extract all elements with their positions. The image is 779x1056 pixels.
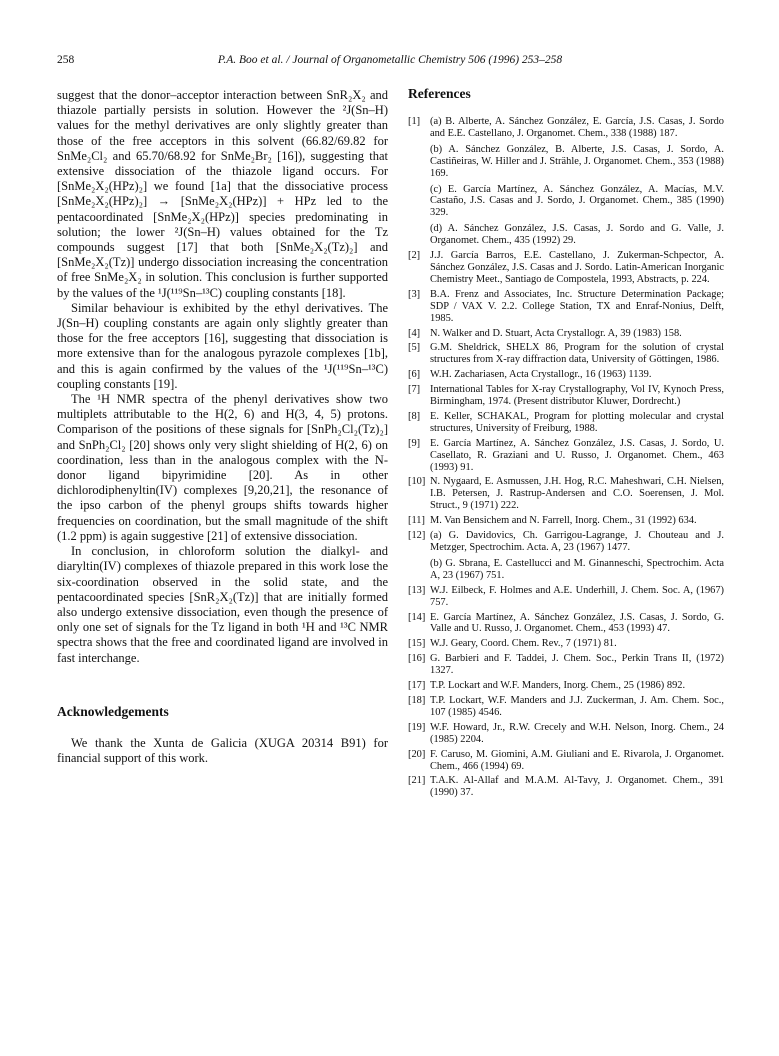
reference-number: [11] [408,515,425,527]
reference-number: [9] [408,437,421,449]
reference-text [430,438,724,474]
reference-part: (b) G. Sbrana, E. Castellucci and M. Ginanneschi, Spectrochim. Acta A, 23 (1967) 751. [430,557,724,581]
reference-text [430,612,724,636]
page-number: 258 [57,54,75,66]
reference-part: (a) B. Alberte, A. Sánchez González, E. García, J.S. Casas, J. Sordo and E.E. Castellano, J. Organomet. Chem., 338 (1988) 187. [430,116,724,139]
paragraph: Similar behaviour is exhibited by the ethyl derivatives. The J(Sn–H) coupling constants are again only slightly greater than those for the free acceptors [16], suggesting that dissociation is more extensive than for the analogous pyrazole complexes [1b], and this is again confirmed by the values of the ¹J(¹¹⁹Sn–¹³C) coupling constants [19]. [57,300,388,391]
reference-number: [7] [408,384,421,396]
reference-item [408,722,724,746]
reference-item [408,775,724,799]
reference-part: T.P. Lockart and W.F. Manders, Inorg. Chem., 25 (1986) 892. [430,680,686,692]
acknowledgements-heading: Acknowledgements [57,703,169,719]
reference-part: T.P. Lockart, W.F. Manders and J.J. Zuckerman, J. Am. Chem. Soc., 107 (1985) 4546. [430,694,724,718]
reference-text [430,585,724,609]
reference-part: E. Keller, SCHAKAL, Program for plotting molecular and crystal structures, University of Freiburg, 1988. [430,410,724,434]
reference-part: J.J. García Barros, E.E. Castellano, J. Zukerman-Schpector, A. Sánchez González, J.S. Casas and J. Sordo. Latin-American Inorganic Chemistry Meet., Santiago de Compostela, 1993, Abstracts, p. 224. [430,250,724,285]
reference-item [408,612,724,636]
reference-part: W.J. Geary, Coord. Chem. Rev., 7 (1971) 81. [430,638,617,650]
reference-number: [19] [408,721,426,733]
reference-text [430,530,724,582]
reference-number: [14] [408,611,426,623]
reference-number: [8] [408,410,421,422]
reference-part: F. Caruso, M. Giomini, A.M. Giuliani and E. Rivarola, J. Organomet. Chem., 466 (1994) 69. [430,748,724,772]
reference-number: [12] [408,530,426,542]
reference-number: [2] [408,250,421,262]
reference-part: B.A. Frenz and Associates, Inc. Structure Determination Package; SDP / VAX V. 2.2. College Station, TX and Enraf-Nonius, Delft, 1985. [430,288,724,324]
reference-text [430,369,724,381]
reference-number: [21] [408,775,426,787]
reference-part: (c) E. García Martínez, A. Sánchez González, A. Macías, M.V. Castaño, J.S. Casas and J. Sordo, J. Organomet. Chem., 385 (1990) 329. [430,183,724,219]
reference-text [430,384,724,408]
reference-text [430,289,724,325]
reference-number: [18] [408,694,426,706]
references-heading: References [408,86,471,101]
reference-text [430,680,724,692]
reference-part: International Tables for X-ray Crystallography, Vol IV, Kynoch Press, Birmingham, 1974. (Present distributor Kluwer, Dordrecht.) [430,384,724,408]
reference-item [408,695,724,719]
reference-number: [17] [408,680,426,692]
reference-text [430,638,724,650]
reference-item [408,384,724,408]
reference-text [430,411,724,435]
reference-text [430,476,724,512]
reference-number: [6] [408,369,421,381]
paragraph: The ¹H NMR spectra of the phenyl derivatives show two multiplets attributable to the H(2, 6) and H(3, 4, 5) protons. Comparison of the positions of these signals for [SnPh₂Cl₂(Tz)₂] and SnPh₂Cl₂ [20] shows only very slight shielding of H(2, 6) on coordination, less than in the analogous complex with the N-donor ligand bipyrimidine [20]. As in other dichlorodiphenyltin(IV) complexes [9,20,21], the resonance of the ipso carbon of the phenyl groups shifts towards higher frequencies on coordination, but the small magnitude of the shift (1.2 ppm) is again suggestive [21] of extensive dissociation. [57,392,388,543]
reference-text [430,653,724,677]
reference-text [430,695,724,719]
reference-number: [16] [408,653,426,665]
reference-part: T.A.K. Al-Allaf and M.A.M. Al-Tavy, J. Organomet. Chem., 391 (1990) 37. [430,775,724,799]
reference-item [408,680,724,692]
reference-item [408,515,724,527]
reference-number: [20] [408,748,426,760]
reference-part: (b) A. Sánchez González, B. Alberte, J.S. Casas, J. Sordo, A. Castiñeiras, W. Hiller and J. Strähle, J. Organomet. Chem., 353 (1988) 169. [430,143,724,179]
reference-text [430,328,724,340]
reference-item [408,653,724,677]
reference-part: G. Barbieri and F. Taddei, J. Chem. Soc., Perkin Trans II, (1972) 1327. [430,653,724,677]
reference-text [430,342,724,366]
paragraph: In conclusion, in chloroform solution the dialkyl- and diaryltin(IV) complexes of thiazole prepared in this work lose the six-coordination observed in the solid state, and the pentacoordinated species [SnR₂X₂(Tz)] that are initially formed also undergo extensive dissociation, even though the presence of only one set of signals for the Tz ligand in both ¹H and ¹³C NMR spectra shows that the free and coordinated ligand are involved in fast interchange. [57,544,388,665]
reference-text [430,775,724,799]
reference-item [408,116,724,247]
acknowledgements-text [57,736,388,766]
reference-item [408,476,724,512]
reference-item [408,530,724,582]
reference-number: [13] [408,584,426,596]
reference-text [430,250,724,286]
reference-part: G.M. Sheldrick, SHELX 86, Program for the solution of crystal structures from X-ray diffraction data, University of Göttingen, 1986. [430,342,724,366]
reference-part: N. Nygaard, E. Asmussen, J.H. Hog, R.C. Maheshwari, C.H. Nielsen, I.B. Petersen, J. Rastrup-Andersen and C.O. Soerensen, J. Mol. Struct., 9 (1971) 222. [430,476,724,512]
body-text [57,88,388,666]
reference-item [408,585,724,609]
reference-number: [5] [408,342,421,354]
reference-part: E. García Martínez, A. Sánchez González, J.S. Casas, J. Sordo, G. Valle and U. Russo, J. Organomet. Chem., 453 (1993) 47. [430,611,724,635]
reference-part: M. Van Bensichem and N. Farrell, Inorg. Chem., 31 (1992) 634. [430,515,697,527]
reference-item [408,438,724,474]
reference-part: E. García Martínez, A. Sánchez González, J.S. Casas, J. Sordo, U. Casellato, R. Graziani and U. Russo, J. Organomet. Chem., 463 (1993) 91. [430,437,724,473]
running-title: P.A. Boo et al. / Journal of Organometallic Chemistry 506 (1996) 253–258 [217,54,563,66]
reference-text [430,722,724,746]
reference-number: [15] [408,638,426,650]
reference-item [408,250,724,286]
reference-text [430,749,724,773]
reference-item [408,638,724,650]
left-column [57,88,388,766]
reference-number: [10] [408,476,426,488]
reference-text [430,515,724,527]
reference-part: N. Walker and D. Stuart, Acta Crystallogr. A, 39 (1983) 158. [430,327,682,339]
right-column [408,88,724,802]
reference-part: (d) A. Sánchez González, J.S. Casas, J. Sordo and G. Valle, J. Organomet. Chem., 435 (1992) 29. [430,223,724,247]
reference-part: (a) G. Davidovics, Ch. Garrigou-Lagrange, J. Chouteau and J. Metzger, Spectrochim. Acta. A, 23 (1967) 1477. [430,530,724,553]
reference-number: [3] [408,288,421,300]
reference-part: W.J. Eilbeck, F. Holmes and A.E. Underhill, J. Chem. Soc. A, (1967) 757. [430,584,724,608]
reference-item [408,411,724,435]
reference-part: W.F. Howard, Jr., R.W. Crecely and W.H. Nelson, Inorg. Chem., 24 (1985) 2204. [430,721,724,745]
reference-item [408,342,724,366]
reference-part: W.H. Zachariasen, Acta Crystallogr., 16 (1963) 1139. [430,369,652,381]
reference-item [408,289,724,325]
reference-item [408,369,724,381]
reference-number: [4] [408,327,421,339]
paragraph: suggest that the donor–acceptor interaction between SnR₂X₂ and thiazole partially persists in solution. However the ²J(Sn–H) values for the methyl derivatives are only slightly greater than those of the free acceptors in this solvent (66.82/69.82 for SnMe₂Cl₂ and 65.70/68.92 for SnMe₂Br₂ [16]), suggesting that extensive dissociation of the thiazole ligand occurs. For [SnMe₂X₂(HPz)₂] we found [1a] that the dissociative process [SnMe₂X₂(HPz)₂] → [SnMe₂X₂(HPz)] + HPz led to the pentacoordinated [SnMe₂X₂(HPz)] species predominating in solution; the lower ²J(Sn–H) values obtained for the Tz compounds suggest [17] that both [SnMe₂X₂(Tz)₂] and [SnMe₂X₂(Tz)] undergo dissociation increasing the concentration of free SnMe₂X₂ in solution. This conclusion is further supported by the values of the ¹J(¹¹⁹Sn–¹³C) coupling constants [18]. [57,88,388,300]
reference-list [408,116,724,799]
page-header [57,54,723,70]
paragraph: We thank the Xunta de Galicia (XUGA 20314 B91) for financial support of this work. [57,735,388,765]
reference-number: [1] [408,116,421,127]
reference-text [430,116,724,247]
reference-item [408,328,724,340]
reference-item [408,749,724,773]
